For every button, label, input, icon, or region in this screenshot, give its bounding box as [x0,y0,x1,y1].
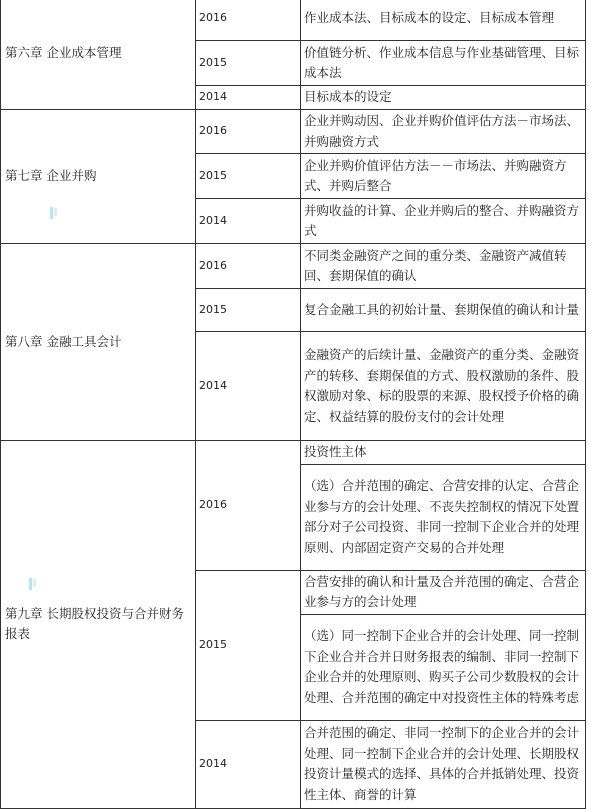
year-cell: 2014 [196,86,301,110]
year-cell: 2014 [196,199,301,244]
chapter-title: 第九章 长期股权投资与合并财务报表 [1,441,196,809]
content-cell: 价值链分析、作业成本信息与作业基础管理、目标成本法 [301,41,586,86]
year-cell: 2016 [196,244,301,289]
year-cell: 2015 [196,570,301,720]
watermark-mark [29,578,39,592]
year-cell: 2016 [196,441,301,571]
year-cell: 2016 [196,0,301,41]
year-cell: 2015 [196,41,301,86]
content-cell: 目标成本的设定 [301,86,586,110]
watermark-mark [50,207,60,221]
content-cell: （选）合并范围的确定、合营安排的认定、合营企业参与方的会计处理、不丧失控制权的情况下处置部分对子公司投资、非同一控制下企业合并的处理原则、内部固定资产交易的合并处理 [301,464,586,570]
chapter-title: 第六章 企业成本管理 [1,0,196,110]
table-row [1,441,586,465]
year-cell: 2015 [196,154,301,199]
year-cell: 2014 [196,332,301,441]
content-cell: 投资性主体 [301,441,586,465]
content-cell: 金融资产的后续计量、金融资产的重分类、金融资产的转移、套期保值的方式、股权激励的条件、股权激励对象、标的股票的来源、股权授予价格的确定、权益结算的股份支付的会计处理 [301,332,586,441]
year-cell: 2014 [196,720,301,808]
content-cell: 企业并购动因、企业并购价值评估方法－市场法、并购融资方式 [301,110,586,154]
content-cell: 不同类金融资产之间的重分类、金融资产减值转回、套期保值的确认 [301,244,586,289]
year-cell: 2015 [196,289,301,332]
content-cell: 复合金融工具的初始计量、套期保值的确认和计量 [301,289,586,332]
chapter-title: 第七章 企业并购 [1,110,196,244]
content-cell: （选）同一控制下企业合并的会计处理、同一控制下企业合并合并日财务报表的编制、非同一控制下企业合并的处理原则、购买子公司少数股权的会计处理、合并范围的确定中对投资性主体的特殊考虑 [301,614,586,720]
chapter-title: 第八章 金融工具会计 [1,244,196,441]
table-row [1,0,586,41]
year-cell: 2016 [196,110,301,154]
table-row [1,110,586,154]
content-cell: 合营安排的确认和计量及合并范围的确定、合营企业参与方的会计处理 [301,570,586,614]
content-cell: 合并范围的确定、非同一控制下的企业合并的会计处理、同一控制下企业合并的会计处理、长期股权投资计量模式的选择、具体的合并抵销处理、投资性主体、商誉的计算 [301,720,586,808]
content-cell: 企业并购价值评估方法－－市场法、并购融资方式、并购后整合 [301,154,586,199]
content-cell: 作业成本法、目标成本的设定、目标成本管理 [301,0,586,41]
content-cell: 并购收益的计算、企业并购后的整合、并购融资方式 [301,199,586,244]
table-row [1,244,586,289]
